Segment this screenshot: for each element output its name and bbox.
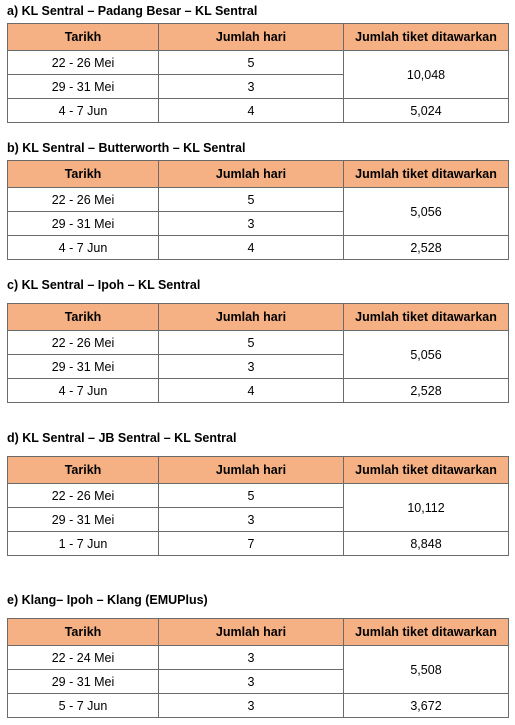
cell-hari: 4 bbox=[159, 99, 344, 123]
cell-hari: 3 bbox=[159, 355, 344, 379]
ticket-table-a bbox=[7, 23, 509, 123]
table-row bbox=[8, 331, 509, 355]
header-jumlah-hari: Jumlah hari bbox=[159, 457, 344, 484]
cell-tarikh: 22 - 24 Mei bbox=[8, 646, 159, 670]
cell-tarikh: 29 - 31 Mei bbox=[8, 355, 159, 379]
table-header-row bbox=[8, 161, 509, 188]
header-jumlah-hari: Jumlah hari bbox=[159, 619, 344, 646]
cell-tarikh: 29 - 31 Mei bbox=[8, 670, 159, 694]
header-tarikh: Tarikh bbox=[8, 24, 159, 51]
cell-tiket-merged: 5,056 bbox=[344, 331, 509, 379]
cell-tarikh: 4 - 7 Jun bbox=[8, 379, 159, 403]
table-header-row bbox=[8, 619, 509, 646]
ticket-table-b bbox=[7, 160, 509, 260]
cell-tarikh: 5 - 7 Jun bbox=[8, 694, 159, 718]
cell-tiket-merged: 10,048 bbox=[344, 51, 509, 99]
cell-tarikh: 29 - 31 Mei bbox=[8, 508, 159, 532]
cell-hari: 3 bbox=[159, 646, 344, 670]
table-row bbox=[8, 532, 509, 556]
table-row bbox=[8, 646, 509, 670]
header-tarikh: Tarikh bbox=[8, 161, 159, 188]
table-header-row bbox=[8, 457, 509, 484]
cell-hari: 4 bbox=[159, 236, 344, 260]
cell-hari: 7 bbox=[159, 532, 344, 556]
table-header-row bbox=[8, 304, 509, 331]
header-jumlah-tiket: Jumlah tiket ditawarkan bbox=[344, 457, 509, 484]
cell-tiket-merged: 5,508 bbox=[344, 646, 509, 694]
ticket-table-e bbox=[7, 618, 509, 718]
cell-hari: 3 bbox=[159, 694, 344, 718]
cell-tarikh: 4 - 7 Jun bbox=[8, 99, 159, 123]
cell-tiket: 3,672 bbox=[344, 694, 509, 718]
cell-hari: 5 bbox=[159, 188, 344, 212]
table-row bbox=[8, 51, 509, 75]
cell-tiket: 2,528 bbox=[344, 236, 509, 260]
cell-tarikh: 4 - 7 Jun bbox=[8, 236, 159, 260]
header-jumlah-tiket: Jumlah tiket ditawarkan bbox=[344, 161, 509, 188]
cell-hari: 3 bbox=[159, 212, 344, 236]
header-jumlah-hari: Jumlah hari bbox=[159, 304, 344, 331]
cell-hari: 4 bbox=[159, 379, 344, 403]
section-heading-d: d) KL Sentral – JB Sentral – KL Sentral bbox=[7, 431, 237, 445]
cell-tarikh: 1 - 7 Jun bbox=[8, 532, 159, 556]
header-jumlah-tiket: Jumlah tiket ditawarkan bbox=[344, 304, 509, 331]
table-row bbox=[8, 236, 509, 260]
header-jumlah-tiket: Jumlah tiket ditawarkan bbox=[344, 619, 509, 646]
header-tarikh: Tarikh bbox=[8, 619, 159, 646]
ticket-table-c bbox=[7, 303, 509, 403]
cell-hari: 5 bbox=[159, 484, 344, 508]
table-row bbox=[8, 379, 509, 403]
cell-hari: 3 bbox=[159, 670, 344, 694]
table-row bbox=[8, 484, 509, 508]
cell-hari: 5 bbox=[159, 331, 344, 355]
header-jumlah-tiket: Jumlah tiket ditawarkan bbox=[344, 24, 509, 51]
table-row bbox=[8, 694, 509, 718]
cell-tiket: 5,024 bbox=[344, 99, 509, 123]
cell-tiket-merged: 10,112 bbox=[344, 484, 509, 532]
cell-tiket: 2,528 bbox=[344, 379, 509, 403]
cell-tarikh: 22 - 26 Mei bbox=[8, 188, 159, 212]
cell-tarikh: 29 - 31 Mei bbox=[8, 212, 159, 236]
section-heading-b: b) KL Sentral – Butterworth – KL Sentral bbox=[7, 141, 246, 155]
cell-hari: 3 bbox=[159, 508, 344, 532]
section-heading-e: e) Klang– Ipoh – Klang (EMUPlus) bbox=[7, 593, 208, 607]
cell-tiket: 8,848 bbox=[344, 532, 509, 556]
section-heading-a: a) KL Sentral – Padang Besar – KL Sentral bbox=[7, 4, 258, 18]
cell-tarikh: 22 - 26 Mei bbox=[8, 331, 159, 355]
section-heading-c: c) KL Sentral – Ipoh – KL Sentral bbox=[7, 278, 201, 292]
table-row bbox=[8, 99, 509, 123]
cell-tarikh: 29 - 31 Mei bbox=[8, 75, 159, 99]
cell-hari: 3 bbox=[159, 75, 344, 99]
header-tarikh: Tarikh bbox=[8, 304, 159, 331]
header-jumlah-hari: Jumlah hari bbox=[159, 24, 344, 51]
cell-tiket-merged: 5,056 bbox=[344, 188, 509, 236]
cell-hari: 5 bbox=[159, 51, 344, 75]
table-row bbox=[8, 188, 509, 212]
cell-tarikh: 22 - 26 Mei bbox=[8, 51, 159, 75]
header-tarikh: Tarikh bbox=[8, 457, 159, 484]
header-jumlah-hari: Jumlah hari bbox=[159, 161, 344, 188]
cell-tarikh: 22 - 26 Mei bbox=[8, 484, 159, 508]
ticket-table-d bbox=[7, 456, 509, 556]
table-header-row bbox=[8, 24, 509, 51]
